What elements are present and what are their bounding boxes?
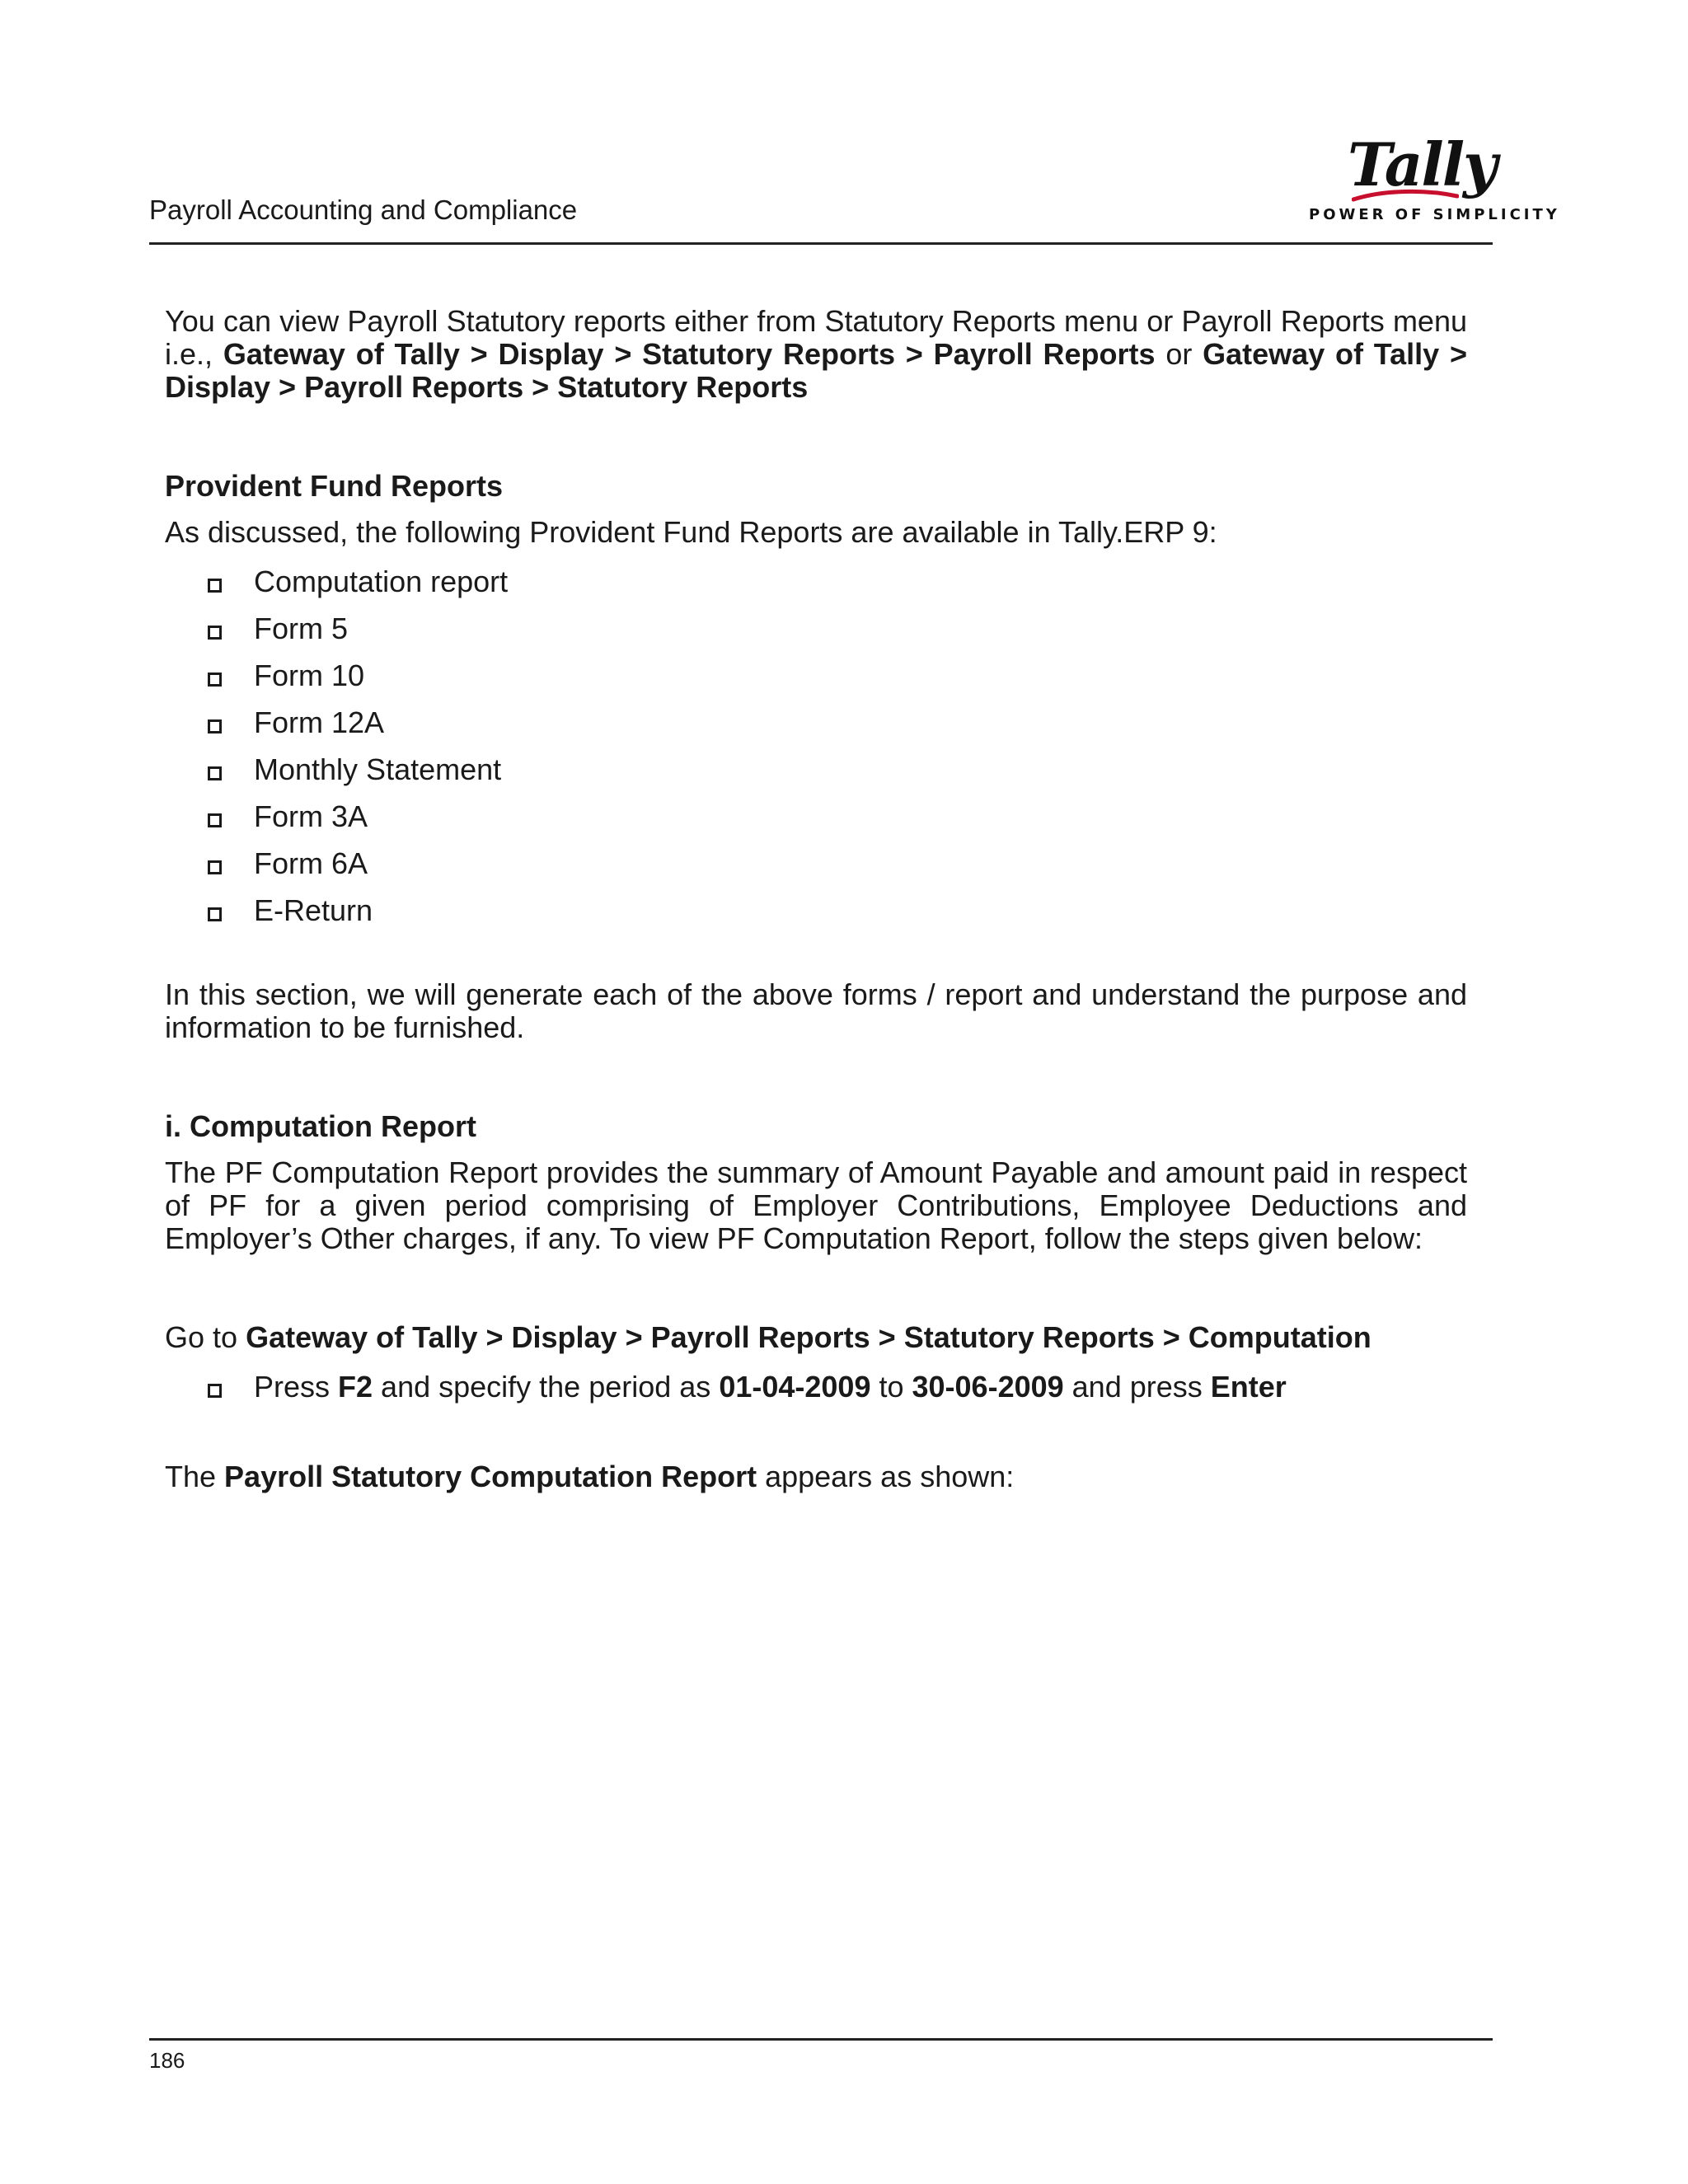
running-header-title: Payroll Accounting and Compliance bbox=[149, 194, 578, 225]
step-and-press: and press bbox=[1063, 1370, 1211, 1404]
goto-prefix: Go to bbox=[165, 1320, 246, 1354]
list-item bbox=[165, 753, 1467, 800]
computation-report-description: The PF Computation Report provides the summary of Amount Payable and amount paid in respect of PF for a given period comprising of Employer Contributions, Employee Deductions and Employer’s Other charges, if any. To view PF Computation Report, follow the steps given below: bbox=[165, 1155, 1467, 1255]
step-enter-key: Enter bbox=[1210, 1370, 1287, 1404]
computation-result-sentence bbox=[165, 1460, 1467, 1493]
square-bullet-icon bbox=[208, 766, 222, 780]
list-item bbox=[165, 659, 1467, 706]
list-item-label: Form 3A bbox=[254, 799, 368, 833]
list-item bbox=[165, 1371, 1467, 1418]
list-item-label: Form 12A bbox=[254, 705, 385, 739]
square-bullet-icon bbox=[208, 673, 222, 687]
tally-logo-swoosh-icon bbox=[1352, 188, 1459, 204]
header-divider bbox=[149, 242, 1493, 245]
pf-reports-list bbox=[165, 565, 1467, 941]
result-suffix: appears as shown: bbox=[757, 1460, 1015, 1493]
step-middle: and specify the period as bbox=[373, 1370, 720, 1404]
pf-reports-lead: As discussed, the following Provident Fund Reports are available in Tally.ERP 9: bbox=[165, 515, 1217, 549]
tally-logo-wordmark: Tally bbox=[1348, 129, 1496, 199]
page-number: 186 bbox=[149, 2048, 185, 2073]
intro-menu-path-1: Gateway of Tally > Display > Statutory Reports > Payroll Reports bbox=[223, 337, 1156, 371]
step-key-f2: F2 bbox=[338, 1370, 373, 1404]
square-bullet-icon bbox=[208, 907, 222, 921]
computation-report-heading: i. Computation Report bbox=[165, 1109, 476, 1143]
intro-or: or bbox=[1155, 337, 1203, 371]
list-item-label: Form 10 bbox=[254, 658, 365, 692]
step-to-date: 30-06-2009 bbox=[912, 1370, 1064, 1404]
square-bullet-icon bbox=[208, 626, 222, 640]
step-to-word: to bbox=[870, 1370, 912, 1404]
tally-logo-tagline: POWER OF SIMPLICITY bbox=[1309, 206, 1560, 223]
list-item bbox=[165, 894, 1467, 941]
computation-goto-instruction bbox=[165, 1321, 1467, 1354]
list-item bbox=[165, 800, 1467, 847]
list-item-label: Computation report bbox=[254, 565, 509, 598]
page-content bbox=[165, 305, 1467, 1493]
intro-text: You can view Payroll Statutory reports either from Statutory Reports menu or Payroll Reports menu i.e., bbox=[165, 304, 1467, 371]
list-item-label: Form 6A bbox=[254, 846, 368, 880]
pf-reports-closing: In this section, we will generate each of the above forms / report and understand the purpose and information to be furnished. bbox=[165, 977, 1467, 1044]
square-bullet-icon bbox=[208, 579, 222, 593]
list-item-label: E-Return bbox=[254, 893, 373, 927]
square-bullet-icon bbox=[208, 860, 222, 874]
result-report-name: Payroll Statutory Computation Report bbox=[224, 1460, 757, 1493]
square-bullet-icon bbox=[208, 813, 222, 827]
intro-paragraph bbox=[165, 305, 1467, 404]
tally-logo bbox=[1306, 129, 1560, 227]
square-bullet-icon bbox=[208, 719, 222, 733]
goto-menu-path: Gateway of Tally > Display > Payroll Reports > Statutory Reports > Computation bbox=[246, 1320, 1372, 1354]
list-item bbox=[165, 847, 1467, 894]
square-bullet-icon bbox=[208, 1384, 222, 1398]
list-item bbox=[165, 612, 1467, 659]
computation-steps-list bbox=[165, 1371, 1467, 1418]
list-item bbox=[165, 565, 1467, 612]
step-press: Press bbox=[254, 1370, 339, 1404]
footer-divider bbox=[149, 2038, 1493, 2041]
pf-reports-heading: Provident Fund Reports bbox=[165, 469, 504, 503]
intro-menu-path-2: Gateway of Tally > Display > Payroll Reports > Statutory Reports bbox=[165, 337, 1467, 404]
result-prefix: The bbox=[165, 1460, 225, 1493]
step-from-date: 01-04-2009 bbox=[719, 1370, 871, 1404]
list-item-label: Monthly Statement bbox=[254, 752, 502, 786]
list-item-label: Form 5 bbox=[254, 612, 349, 645]
list-item bbox=[165, 706, 1467, 753]
